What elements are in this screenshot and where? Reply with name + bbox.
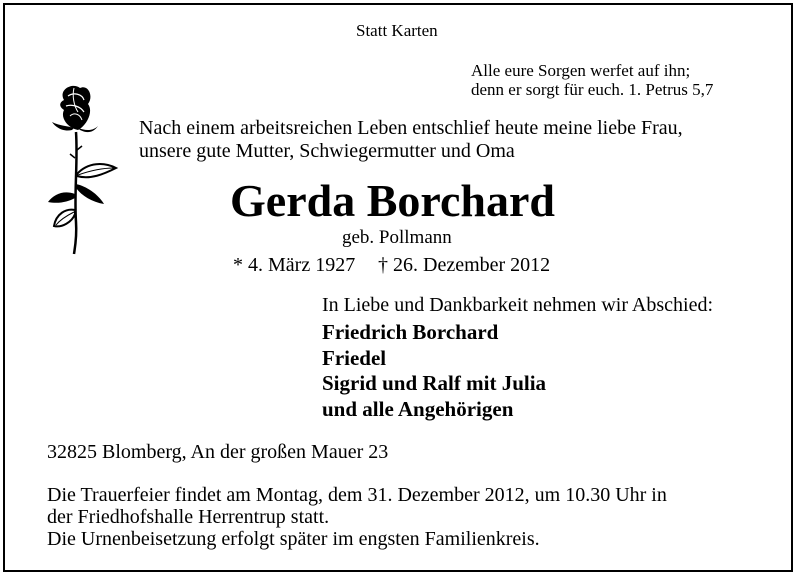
birth-date: * 4. März 1927 [233, 254, 356, 276]
mourner-name: Friedrich Borchard [322, 320, 499, 344]
service-line-1: Die Trauerfeier findet am Montag, dem 31. Dezember 2012, um 10.30 Uhr in [47, 484, 667, 506]
death-date: † 26. Dezember 2012 [378, 254, 551, 276]
maiden-name: geb. Pollmann [342, 227, 452, 248]
mourner-name: Friedel [322, 345, 387, 370]
mourner-name: Sigrid und Ralf mit Julia [322, 371, 547, 395]
verse-line-1: Alle eure Sorgen werfet auf ihn; [471, 61, 691, 80]
verse-line-2: denn er sorgt für euch. 1. Petrus 5,7 [471, 80, 714, 99]
service-line-3: Die Urnenbeisetzung erfolgt später im engsten Familienkreis. [47, 528, 540, 550]
intro-line-2: unsere gute Mutter, Schwiegermutter und Oma [139, 140, 515, 162]
mourners-list [322, 320, 546, 422]
intro-line-1: Nach einem arbeitsreichen Leben entschlief heute meine liebe Frau, [139, 117, 683, 139]
address: 32825 Blomberg, An der großen Mauer 23 [47, 441, 389, 463]
deceased-name: Gerda Borchard [230, 175, 555, 226]
service-info [47, 484, 667, 550]
farewell-line: In Liebe und Dankbarkeit nehmen wir Abschied: [322, 294, 713, 316]
mourner-name: und alle Angehörigen [322, 396, 514, 421]
intro-text [139, 117, 683, 163]
service-line-2: der Friedhofshalle Herrentrup statt. [47, 506, 330, 528]
rose-icon [38, 82, 138, 257]
header-statt-karten: Statt Karten [356, 21, 438, 40]
bible-verse [471, 61, 713, 99]
